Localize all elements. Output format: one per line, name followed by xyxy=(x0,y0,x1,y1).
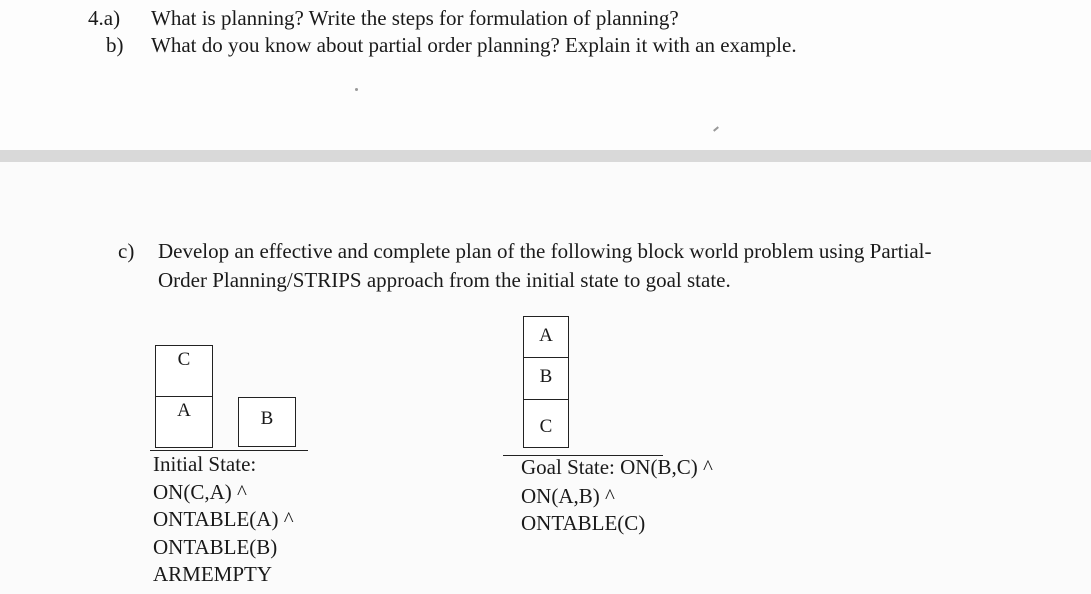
block-b-initial xyxy=(238,397,296,447)
block-c-goal xyxy=(523,399,569,448)
goal-state-label: Goal State: ON(B,C) ^ xyxy=(521,455,713,479)
block-c-initial xyxy=(155,345,213,397)
block-a-goal-label: A xyxy=(539,325,553,346)
page-divider xyxy=(0,150,1091,162)
question-4a-text: What is planning? Write the steps for formulation of planning? xyxy=(151,6,679,30)
block-b-goal xyxy=(523,357,569,400)
block-a-goal xyxy=(523,316,569,358)
block-b-initial-label: B xyxy=(260,408,274,429)
ink-dot xyxy=(355,88,358,91)
initial-condition-2: ONTABLE(A) ^ xyxy=(153,507,294,531)
initial-table-line xyxy=(150,450,308,451)
question-4b-text: What do you know about partial order planning? Explain it with an example. xyxy=(151,33,797,57)
initial-state-label: Initial State: xyxy=(153,452,257,476)
block-b-goal-label: B xyxy=(539,366,553,387)
block-c-initial-label: C xyxy=(177,349,191,370)
initial-condition-1: ON(C,A) ^ xyxy=(153,480,247,504)
question-4b-number: b) xyxy=(106,33,124,57)
block-a-initial xyxy=(155,396,213,448)
block-a-initial-label: A xyxy=(177,400,191,421)
question-c-number: c) xyxy=(118,239,135,263)
question-4a-number: 4.a) xyxy=(88,6,121,30)
initial-condition-3: ONTABLE(B) xyxy=(153,535,278,559)
goal-condition-2: ONTABLE(C) xyxy=(521,511,646,535)
question-c-line-1: Develop an effective and complete plan of the following block world problem using Partial- xyxy=(158,239,932,263)
block-c-goal-label: C xyxy=(539,416,553,437)
goal-condition-1: ON(A,B) ^ xyxy=(521,484,615,508)
initial-condition-4: ARMEMPTY xyxy=(153,562,273,586)
question-c-line-2: Order Planning/STRIPS approach from the initial state to goal state. xyxy=(158,268,731,292)
